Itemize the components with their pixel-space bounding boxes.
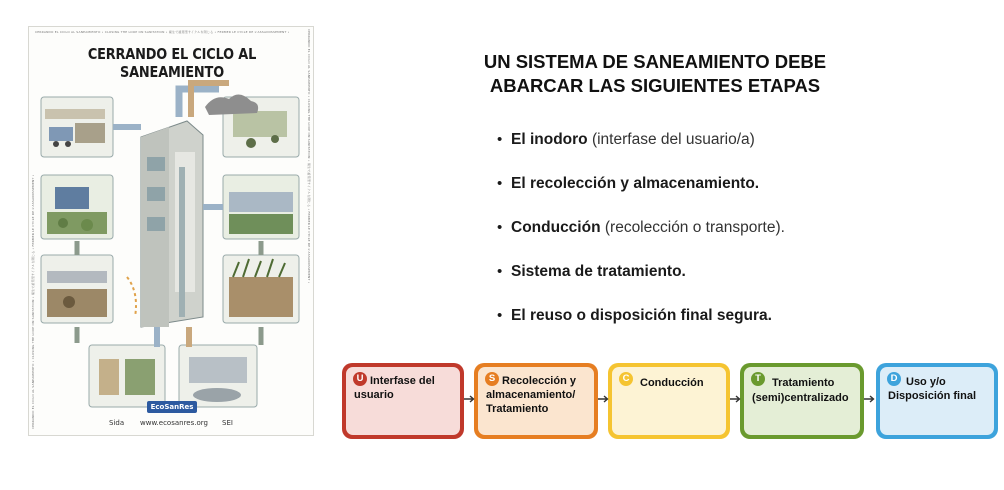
stage-detail: (interfase del usuario/a)	[587, 131, 755, 148]
process-box-conveyance	[608, 363, 730, 439]
stage-list	[497, 131, 977, 351]
poster-edge-text-top: CERRANDO EL CICLO AL SANEAMIENTO • CLOSING THE LOOP ON SANITATION • 衛生で循環型サイクルを閉じる • FERMER LE CYCLE DE L'ASSAINISSEMENT •	[35, 30, 290, 34]
bullet-dot: •	[497, 219, 503, 236]
process-letter-badge: S	[485, 372, 499, 386]
bullet-dot: •	[497, 131, 503, 148]
process-label-line-2: almacenamiento/	[486, 389, 576, 401]
process-label-cont	[354, 389, 394, 403]
process-letter-badge: D	[887, 372, 901, 386]
stage-name: El recolección y almacenamiento.	[511, 175, 760, 192]
scene-bottom-right	[179, 345, 257, 407]
process-label-line-2: Disposición final	[888, 390, 977, 402]
stage-name: Sistema de tratamiento.	[511, 263, 686, 280]
stage-name: El reuso o disposición final segura.	[511, 307, 772, 324]
stage-detail: (recolección o transporte).	[600, 219, 785, 236]
process-label-line-1: Tratamiento	[772, 377, 835, 389]
process-label-line-3: Tratamiento	[486, 402, 549, 415]
stage-list-item	[497, 263, 977, 307]
stage-list-item	[497, 219, 977, 263]
process-label	[502, 375, 576, 389]
flow-arrow-icon	[598, 392, 610, 406]
scene-left-2	[41, 175, 113, 239]
process-label-line-1: Conducción	[640, 377, 704, 389]
slide-heading	[420, 50, 890, 98]
process-label-cont	[486, 389, 575, 416]
process-label-cont	[888, 390, 976, 404]
scene-left-1	[41, 97, 113, 157]
scene-right-2	[223, 175, 299, 239]
process-label-line-1: Recolección y	[502, 375, 576, 387]
poster-edge-text-left: CERRANDO EL CICLO AL SANEAMIENTO • CLOSING THE LOOP ON SANITATION • 衛生で循環型サイクルを閉じる • FERMER LE CYCLE DE L'ASSAINISSEMENT •	[31, 174, 35, 429]
process-box-user-interface	[342, 363, 464, 439]
stage-list-item	[497, 131, 977, 175]
poster-title: CERRANDO EL CICLO AL SANEAMIENTO	[87, 45, 257, 81]
stage-name: El inodoro	[511, 131, 588, 148]
slide-heading-line-1: UN SISTEMA DE SANEAMIENTO DEBE	[483, 51, 827, 72]
stage-list-item	[497, 307, 977, 351]
process-label	[370, 375, 435, 389]
bullet-dot: •	[497, 175, 503, 192]
process-box-collection-storage	[474, 363, 598, 439]
process-label-line-2: usuario	[354, 389, 394, 401]
sei-logo: SEI	[222, 419, 233, 427]
process-letter-badge: U	[353, 372, 367, 386]
flow-arrow-icon	[464, 392, 476, 406]
flow-arrow-icon	[730, 392, 742, 406]
flow-arrow-icon	[864, 392, 876, 406]
bullet-dot: •	[497, 307, 503, 324]
process-label	[772, 377, 834, 391]
scene-bottom-left	[89, 345, 165, 407]
process-letter-badge: C	[619, 372, 633, 386]
process-box-treatment	[740, 363, 864, 439]
process-label-line-1: Uso y/o	[906, 376, 946, 388]
stage-list-item	[497, 175, 977, 219]
poster-url: www.ecosanres.org	[140, 419, 208, 427]
stage-name: Conducción	[511, 219, 601, 236]
central-building	[141, 121, 203, 327]
scene-right-3	[223, 255, 299, 323]
process-label-line-2: (semi)centralizado	[752, 392, 849, 404]
slide-heading-line-2: ABARCAR LAS SIGUIENTES ETAPAS	[489, 75, 821, 96]
bullet-dot: •	[497, 263, 503, 280]
process-label-line-1: Interfase del	[370, 375, 435, 387]
process-label	[906, 376, 946, 390]
process-letter-badge: T	[751, 372, 765, 386]
ecosanres-logo: EcoSanRes	[147, 401, 197, 413]
process-box-disposal	[876, 363, 998, 439]
poster-illustration	[29, 27, 315, 437]
process-label-cont	[752, 392, 849, 406]
sida-logo: Sida	[109, 419, 125, 427]
process-label	[640, 377, 704, 391]
poster-edge-text-right: CERRANDO EL CICLO AL SANEAMIENTO • CLOSING THE LOOP ON SANITATION • 衛生で循環型サイクルを閉じる • FERMER LE CYCLE DE L'ASSAINISSEMENT •	[307, 29, 311, 284]
sanitation-cycle-poster	[28, 26, 314, 436]
scene-left-3	[41, 255, 113, 323]
